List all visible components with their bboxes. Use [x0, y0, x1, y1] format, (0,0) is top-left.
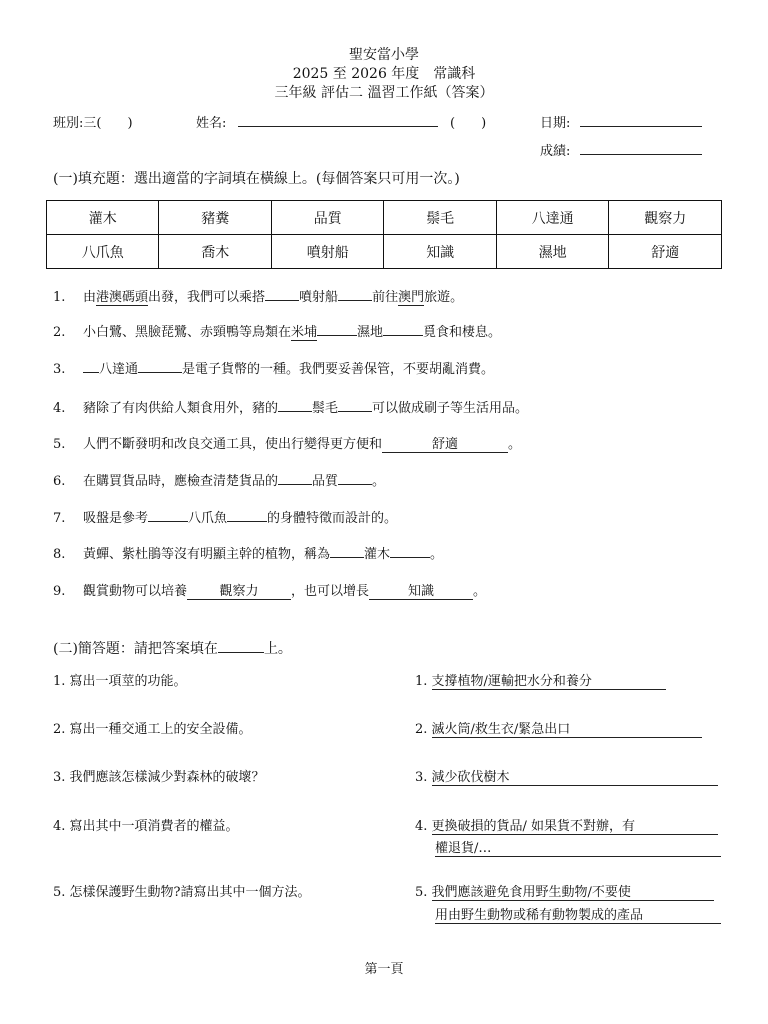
- answer-line[interactable]: [432, 718, 702, 738]
- answer-line[interactable]: [432, 881, 714, 901]
- question-text: 豬除了有肉供給人類食用外，豬的: [83, 401, 279, 416]
- answer-text: 鬃毛: [312, 401, 339, 416]
- question-number: 7.: [53, 511, 66, 526]
- question-text: 可以做成刷子等生活用品。: [372, 401, 529, 416]
- answer-blank[interactable]: [83, 372, 99, 373]
- question-number: 4.: [53, 401, 66, 416]
- date-label: 日期:: [540, 116, 571, 131]
- title-blank: [218, 652, 264, 653]
- question-4: [53, 397, 528, 416]
- answer-blank[interactable]: [138, 372, 182, 373]
- answer-line[interactable]: [435, 837, 721, 857]
- answer-text: 我們應該避免食用野生動物/不要使: [431, 885, 631, 900]
- answer-blank[interactable]: [390, 557, 430, 558]
- answer-text: 八達通: [99, 362, 139, 377]
- short-answer-3: [415, 766, 718, 786]
- question-text: 是電子貨幣的一種。我們要妥善保管，不要胡亂消費。: [182, 362, 495, 377]
- score-label: 成績:: [540, 144, 571, 159]
- underlined-term: 米埔: [291, 321, 317, 341]
- word-bank-cell: 濕地: [496, 235, 608, 269]
- answer-blank[interactable]: [187, 580, 291, 600]
- answer-blank[interactable]: [369, 580, 473, 600]
- question-1: [53, 286, 463, 306]
- question-number: 3.: [53, 362, 66, 377]
- question-text: 黃蟬、紫杜鵑等沒有明顯主幹的植物，稱為: [83, 547, 331, 562]
- question-text: ，也可以增長: [291, 584, 370, 599]
- question-text: 。: [508, 437, 522, 452]
- word-bank-row: [47, 235, 722, 269]
- underlined-term: 澳門: [398, 286, 424, 306]
- question-8: [53, 543, 443, 562]
- answer-blank[interactable]: [338, 300, 372, 301]
- question-number: 9.: [53, 584, 66, 599]
- answer-text: 權退貨/…: [435, 841, 492, 856]
- question-text: 觀賞動物可以培養: [83, 584, 188, 599]
- class-field[interactable]: 班別:三( ): [53, 116, 133, 131]
- answer-number: 4.: [415, 819, 428, 834]
- short-answer-4: [415, 815, 718, 835]
- date-field[interactable]: [580, 126, 702, 127]
- short-answer-4-line2: [435, 837, 721, 857]
- word-bank-cell: 八達通: [496, 201, 608, 235]
- page-number: 第一頁: [364, 962, 404, 977]
- word-bank-cell: 灌木: [47, 201, 159, 235]
- answer-text: 滅火筒/救生衣/緊急出口: [431, 722, 571, 737]
- question-2: [53, 321, 501, 341]
- answer-blank[interactable]: [227, 521, 267, 522]
- question-number: 5.: [53, 437, 66, 452]
- word-bank-cell: 鬃毛: [384, 201, 496, 235]
- answer-blank[interactable]: [317, 335, 357, 336]
- section1-title: (一)填充題：選出適當的字詞填在橫線上。(每個答案只可用一次。): [53, 171, 460, 187]
- word-bank-cell: 觀察力: [609, 201, 722, 235]
- answer-blank[interactable]: [278, 484, 312, 485]
- question-text: 覓食和棲息。: [423, 325, 502, 340]
- answer-text: 知識: [408, 584, 435, 599]
- section2-title-text: 上。: [263, 641, 292, 657]
- answer-text: 更換破損的貨品/ 如果貨不對辦，有: [431, 819, 636, 834]
- question-7: [53, 507, 397, 526]
- question-3: [53, 358, 494, 377]
- answer-number: 1.: [415, 674, 428, 689]
- answer-text: 品質: [312, 474, 339, 489]
- question-text: 。: [430, 547, 444, 562]
- answer-text: 噴射船: [299, 290, 339, 305]
- question-6: [53, 470, 385, 489]
- answer-line[interactable]: [435, 904, 721, 924]
- answer-text: 濕地: [357, 325, 384, 340]
- short-question-3: 3. 我們應該怎樣減少對森林的破壞？: [53, 770, 265, 785]
- year-subject: 2025 至 2026 年度 常識科: [292, 66, 476, 82]
- short-question-5: 5. 怎樣保護野生動物?請寫出其中一個方法。: [53, 885, 311, 900]
- answer-blank[interactable]: [382, 433, 508, 453]
- answer-text: 觀察力: [219, 584, 259, 599]
- short-question-1: 1. 寫出一項莖的功能。: [53, 674, 187, 689]
- name-label: 姓名:: [196, 116, 227, 131]
- answer-number: 2.: [415, 722, 428, 737]
- section2-title: [53, 638, 292, 658]
- answer-blank[interactable]: [148, 521, 188, 522]
- answer-text: 支撐植物/運輸把水分和養分: [431, 674, 592, 689]
- name-field[interactable]: [238, 126, 438, 127]
- question-text: 小白鷺、黑臉琵鷺、赤頸鴨等鳥類在: [83, 325, 292, 340]
- word-bank-cell: 品質: [271, 201, 383, 235]
- word-bank-cell: 舒適: [609, 235, 722, 269]
- question-text: 由: [83, 290, 97, 305]
- answer-line[interactable]: [432, 766, 718, 786]
- score-field[interactable]: [580, 154, 702, 155]
- answer-text: 用由野生動物或稀有動物製成的產品: [435, 908, 644, 923]
- word-bank-cell: 喬木: [159, 235, 271, 269]
- answer-blank[interactable]: [278, 411, 312, 412]
- answer-number: 3.: [415, 770, 428, 785]
- question-number: 1.: [53, 290, 66, 305]
- question-text: 前往: [372, 290, 399, 305]
- answer-text: 減少砍伐樹木: [431, 770, 510, 785]
- answer-blank[interactable]: [338, 484, 372, 485]
- word-bank-cell: 八爪魚: [47, 235, 159, 269]
- question-text: 旅遊。: [424, 290, 464, 305]
- underlined-term: 港澳碼頭: [96, 286, 148, 306]
- word-bank-cell: 知識: [384, 235, 496, 269]
- seat-number-field[interactable]: ( ): [450, 116, 487, 131]
- worksheet-title: 三年級 評估二 溫習工作紙（答案）: [274, 85, 494, 101]
- word-bank-cell: 噴射船: [271, 235, 383, 269]
- answer-text: 八爪魚: [188, 511, 228, 526]
- answer-text: 灌木: [364, 547, 391, 562]
- word-bank-cell: 豬糞: [159, 201, 271, 235]
- answer-blank[interactable]: [383, 335, 423, 336]
- word-bank-row: [47, 201, 722, 235]
- short-answer-1: [415, 670, 666, 690]
- answer-blank[interactable]: [330, 557, 364, 558]
- question-5: [53, 433, 521, 453]
- question-number: 2.: [53, 325, 66, 340]
- short-question-4: 4. 寫出其中一項消費者的權益。: [53, 819, 239, 834]
- question-text: 人們不斷發明和改良交通工具，使出行變得更方便和: [83, 437, 383, 452]
- word-bank-table: [46, 200, 722, 269]
- section2-title-text: (二)簡答題：請把答案填在: [53, 641, 218, 657]
- question-text: 的身體特徵而設計的。: [267, 511, 398, 526]
- question-number: 6.: [53, 474, 66, 489]
- question-9: [53, 580, 486, 600]
- question-text: 出發，我們可以乘搭: [148, 290, 266, 305]
- answer-line[interactable]: [432, 670, 666, 690]
- question-number: 8.: [53, 547, 66, 562]
- question-text: 。: [473, 584, 487, 599]
- answer-number: 5.: [415, 885, 428, 900]
- question-text: 吸盤是參考: [83, 511, 149, 526]
- short-answer-2: [415, 718, 702, 738]
- school-name: 聖安當小學: [349, 47, 419, 63]
- short-question-2: 2. 寫出一種交通工上的安全設備。: [53, 722, 252, 737]
- question-text: 。: [372, 474, 386, 489]
- question-text: 在購買貨品時，應檢查清楚貨品的: [83, 474, 279, 489]
- short-answer-5: [415, 881, 714, 901]
- answer-blank[interactable]: [338, 411, 372, 412]
- answer-blank[interactable]: [265, 300, 299, 301]
- answer-text: 舒適: [432, 437, 459, 452]
- answer-line[interactable]: [432, 815, 718, 835]
- short-answer-5-line2: [435, 904, 721, 924]
